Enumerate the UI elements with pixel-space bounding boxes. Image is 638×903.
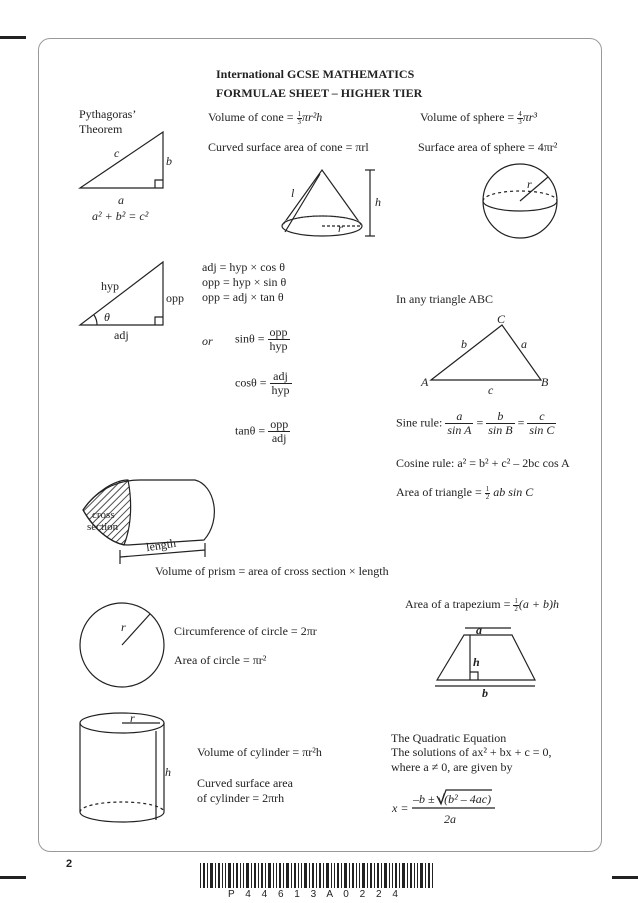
triangle-side-b: b	[461, 337, 467, 351]
cylinder-bottom-front	[80, 812, 164, 822]
circle-radius	[122, 614, 150, 645]
triangle-heading: In any triangle ABC	[396, 292, 493, 306]
cosine-rule: Cosine rule: a² = b² + c² – 2bc cos A	[396, 456, 570, 470]
cylinder-volume: Volume of cylinder = πr²h	[197, 745, 322, 759]
pythagoras-side-a: a	[118, 193, 124, 207]
trig-right-angle	[155, 317, 163, 325]
trig-sin: sinθ = $\frac{\text{opp}}{\text{hyp}}$	[235, 325, 288, 353]
sheet-title-line1: International GCSE MATHEMATICS	[216, 67, 415, 81]
cone-label-l: l	[291, 186, 295, 200]
prism-cross-label-2: section	[87, 521, 119, 533]
trig-label-adj: adj	[114, 328, 129, 342]
trig-adj-eq: adj = hyp × cos θ	[202, 260, 285, 274]
prism-length-label: length	[145, 535, 177, 555]
pythagoras-side-b: b	[166, 154, 172, 168]
quadratic-numerator: –b ± √(b² – 4ac)	[413, 792, 492, 806]
cylinder-curved-2: of cylinder = 2πrh	[197, 791, 285, 805]
trig-triangle	[80, 262, 163, 325]
circle-circumference: Circumference of circle = 2πr	[174, 624, 317, 638]
cylinder-curved-1: Curved surface area	[197, 776, 293, 790]
trig-label-theta: θ	[104, 310, 110, 324]
cone-label-r: r	[338, 221, 343, 235]
circle-area: Area of circle = πr²	[174, 653, 267, 667]
cone-label-h: h	[375, 195, 381, 209]
trapezium-shape	[437, 635, 535, 680]
quadratic-line2: where a ≠ 0, are given by	[391, 760, 513, 774]
triangle-vertex-c: C	[497, 312, 506, 326]
trig-opp-eq: opp = hyp × sin θ	[202, 275, 287, 289]
pythagoras-side-c: c	[114, 146, 120, 160]
quadratic-line1: The solutions of ax² + bx + c = 0,	[391, 745, 552, 759]
triangle-vertex-b: B	[541, 375, 549, 389]
page-number: 2	[66, 858, 73, 870]
triangle-area: Area of triangle = $\frac{1}{2}$ ab sin C	[396, 484, 534, 501]
trig-or: or	[202, 334, 213, 348]
trig-opp-eq2: opp = adj × tan θ	[202, 290, 284, 304]
trapezium-label-h: h	[473, 655, 480, 669]
trapezium-label-a: a	[476, 623, 482, 637]
pythagoras-formula: a² + b² = c²	[92, 209, 149, 223]
sphere-volume: Volume of sphere = $\frac{4}{3}$ πr³	[420, 109, 537, 126]
trig-angle-arc	[94, 315, 97, 325]
sine-rule: Sine rule: $\frac{a}{\text{sin A}}$ = $\frac{b}{\text{sin B}}$ = $\frac{c}{\text{sin C}}$	[396, 409, 555, 437]
trig-label-opp: opp	[166, 291, 184, 305]
trig-tan: tanθ = $\frac{\text{opp}}{\text{adj}}$	[235, 417, 289, 445]
triangle-vertex-a: A	[421, 375, 429, 389]
triangle-abc	[431, 325, 541, 380]
quadratic-denominator: 2a	[444, 812, 456, 826]
cone-curved-area: Curved surface area of cone = πrl	[208, 140, 369, 154]
cylinder-label-h: h	[165, 765, 171, 779]
cone-volume: Volume of cone = $\frac{1}{3}$ πr²h	[208, 109, 323, 126]
sphere-label-r: r	[527, 177, 532, 191]
pythagoras-label-line2: Theorem	[79, 122, 123, 136]
sheet-title-line2: FORMULAE SHEET – HIGHER TIER	[216, 86, 423, 100]
pythagoras-label-line1: Pythagoras’	[79, 107, 137, 121]
sphere-surface-area: Surface area of sphere = 4πr²	[418, 140, 558, 154]
cylinder-bottom-back	[80, 802, 164, 812]
circle-label-r: r	[121, 620, 126, 634]
sphere-equator-front	[483, 201, 557, 211]
barcode	[200, 863, 433, 888]
triangle-side-c: c	[488, 383, 494, 397]
sphere-equator-back	[483, 191, 557, 201]
prism-cross-label-1: cross	[92, 509, 115, 521]
trig-label-hyp: hyp	[101, 279, 119, 293]
pythagoras-triangle	[80, 132, 163, 188]
trapezium-area: Area of a trapezium = $\frac{1}{2}$ (a + b)h	[405, 596, 559, 613]
pythagoras-right-angle	[155, 180, 163, 188]
cone-slant-arrow	[285, 174, 320, 232]
trapezium-label-b: b	[482, 686, 488, 700]
quadratic-title: The Quadratic Equation	[391, 731, 507, 745]
triangle-side-a: a	[521, 337, 527, 351]
cylinder-label-r: r	[130, 711, 135, 725]
barcode-text: P 4 4 6 1 3 A 0 2 2 4	[228, 889, 402, 900]
sphere-radius	[520, 177, 548, 201]
quadratic-x-label: x =	[392, 801, 409, 815]
prism-volume: Volume of prism = area of cross section × length	[155, 564, 389, 578]
trig-cos: cosθ = $\frac{\text{adj}}{\text{hyp}}$	[235, 369, 290, 397]
